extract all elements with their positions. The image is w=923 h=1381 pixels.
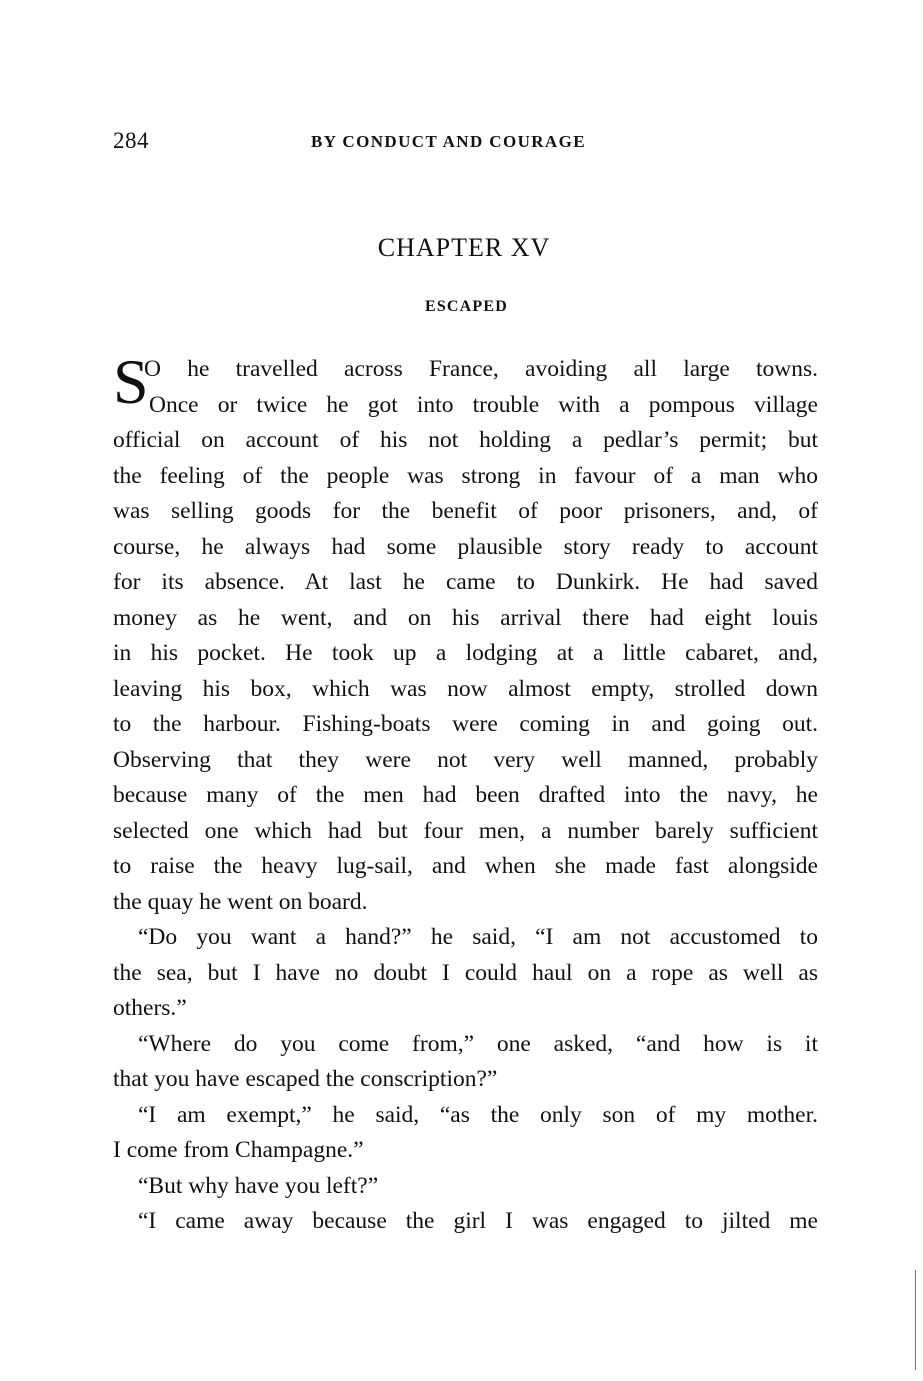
text-line: Observing that they were not very well manned, probably (113, 746, 818, 773)
text-line: others.” (113, 995, 187, 1021)
text-line: to raise the heavy lug-sail, and when she made fast alongside (113, 853, 818, 879)
book-title: BY CONDUCT AND COURAGE (311, 132, 586, 151)
text-line: that you have escaped the conscription?” (113, 1066, 498, 1092)
chapter-heading: CHAPTER XV (377, 233, 551, 262)
running-head (113, 128, 818, 162)
text-line: official on account of his not holding a pedlar’s permit; but (113, 427, 818, 453)
text-line: for its absence. At last he came to Dunkirk. He had saved (113, 569, 818, 595)
text-line: Once or twice he got into trouble with a pompous village (149, 391, 818, 418)
page-number: 284 (113, 128, 149, 153)
text-line: because many of the men had been drafted into the navy, he (113, 782, 818, 808)
text-line: O he travelled across France, avoiding all large towns. (144, 356, 818, 382)
text-line: the quay he went on board. (113, 888, 368, 915)
text-line: to the harbour. Fishing-boats were coming in and going out. (113, 711, 818, 737)
text-line: the sea, but I have no doubt I could haul on a rope as well as (113, 959, 818, 986)
text-line: was selling goods for the benefit of poor prisoners, and, of (113, 498, 818, 524)
body-text (113, 346, 818, 1240)
text-line: selected one which had but four men, a number barely sufficient (113, 817, 818, 844)
text-line: leaving his box, which was now almost empty, strolled down (113, 675, 818, 702)
text-line: in his pocket. He took up a lodging at a little cabaret, and, (113, 640, 818, 666)
text-line: “Where do you come from,” one asked, “and how is it (138, 1030, 818, 1057)
scan-edge-mark (915, 1270, 919, 1370)
text-line: I come from Champagne.” (113, 1137, 364, 1163)
chapter-subtitle: ESCAPED (424, 298, 509, 315)
text-line: course, he always had some plausible story ready to account (113, 533, 818, 560)
text-line: “But why have you left?” (138, 1172, 379, 1199)
text-line: the feeling of the people was strong in favour of a man who (113, 462, 818, 489)
text-line: money as he went, and on his arrival there had eight louis (113, 604, 818, 631)
text-line: “I came away because the girl I was engaged to jilted me (138, 1208, 818, 1234)
drop-cap: S (113, 346, 149, 417)
text-line: “I am exempt,” he said, “as the only son of my mother. (138, 1101, 818, 1128)
text-line: “Do you want a hand?” he said, “I am not accustomed to (138, 924, 818, 950)
